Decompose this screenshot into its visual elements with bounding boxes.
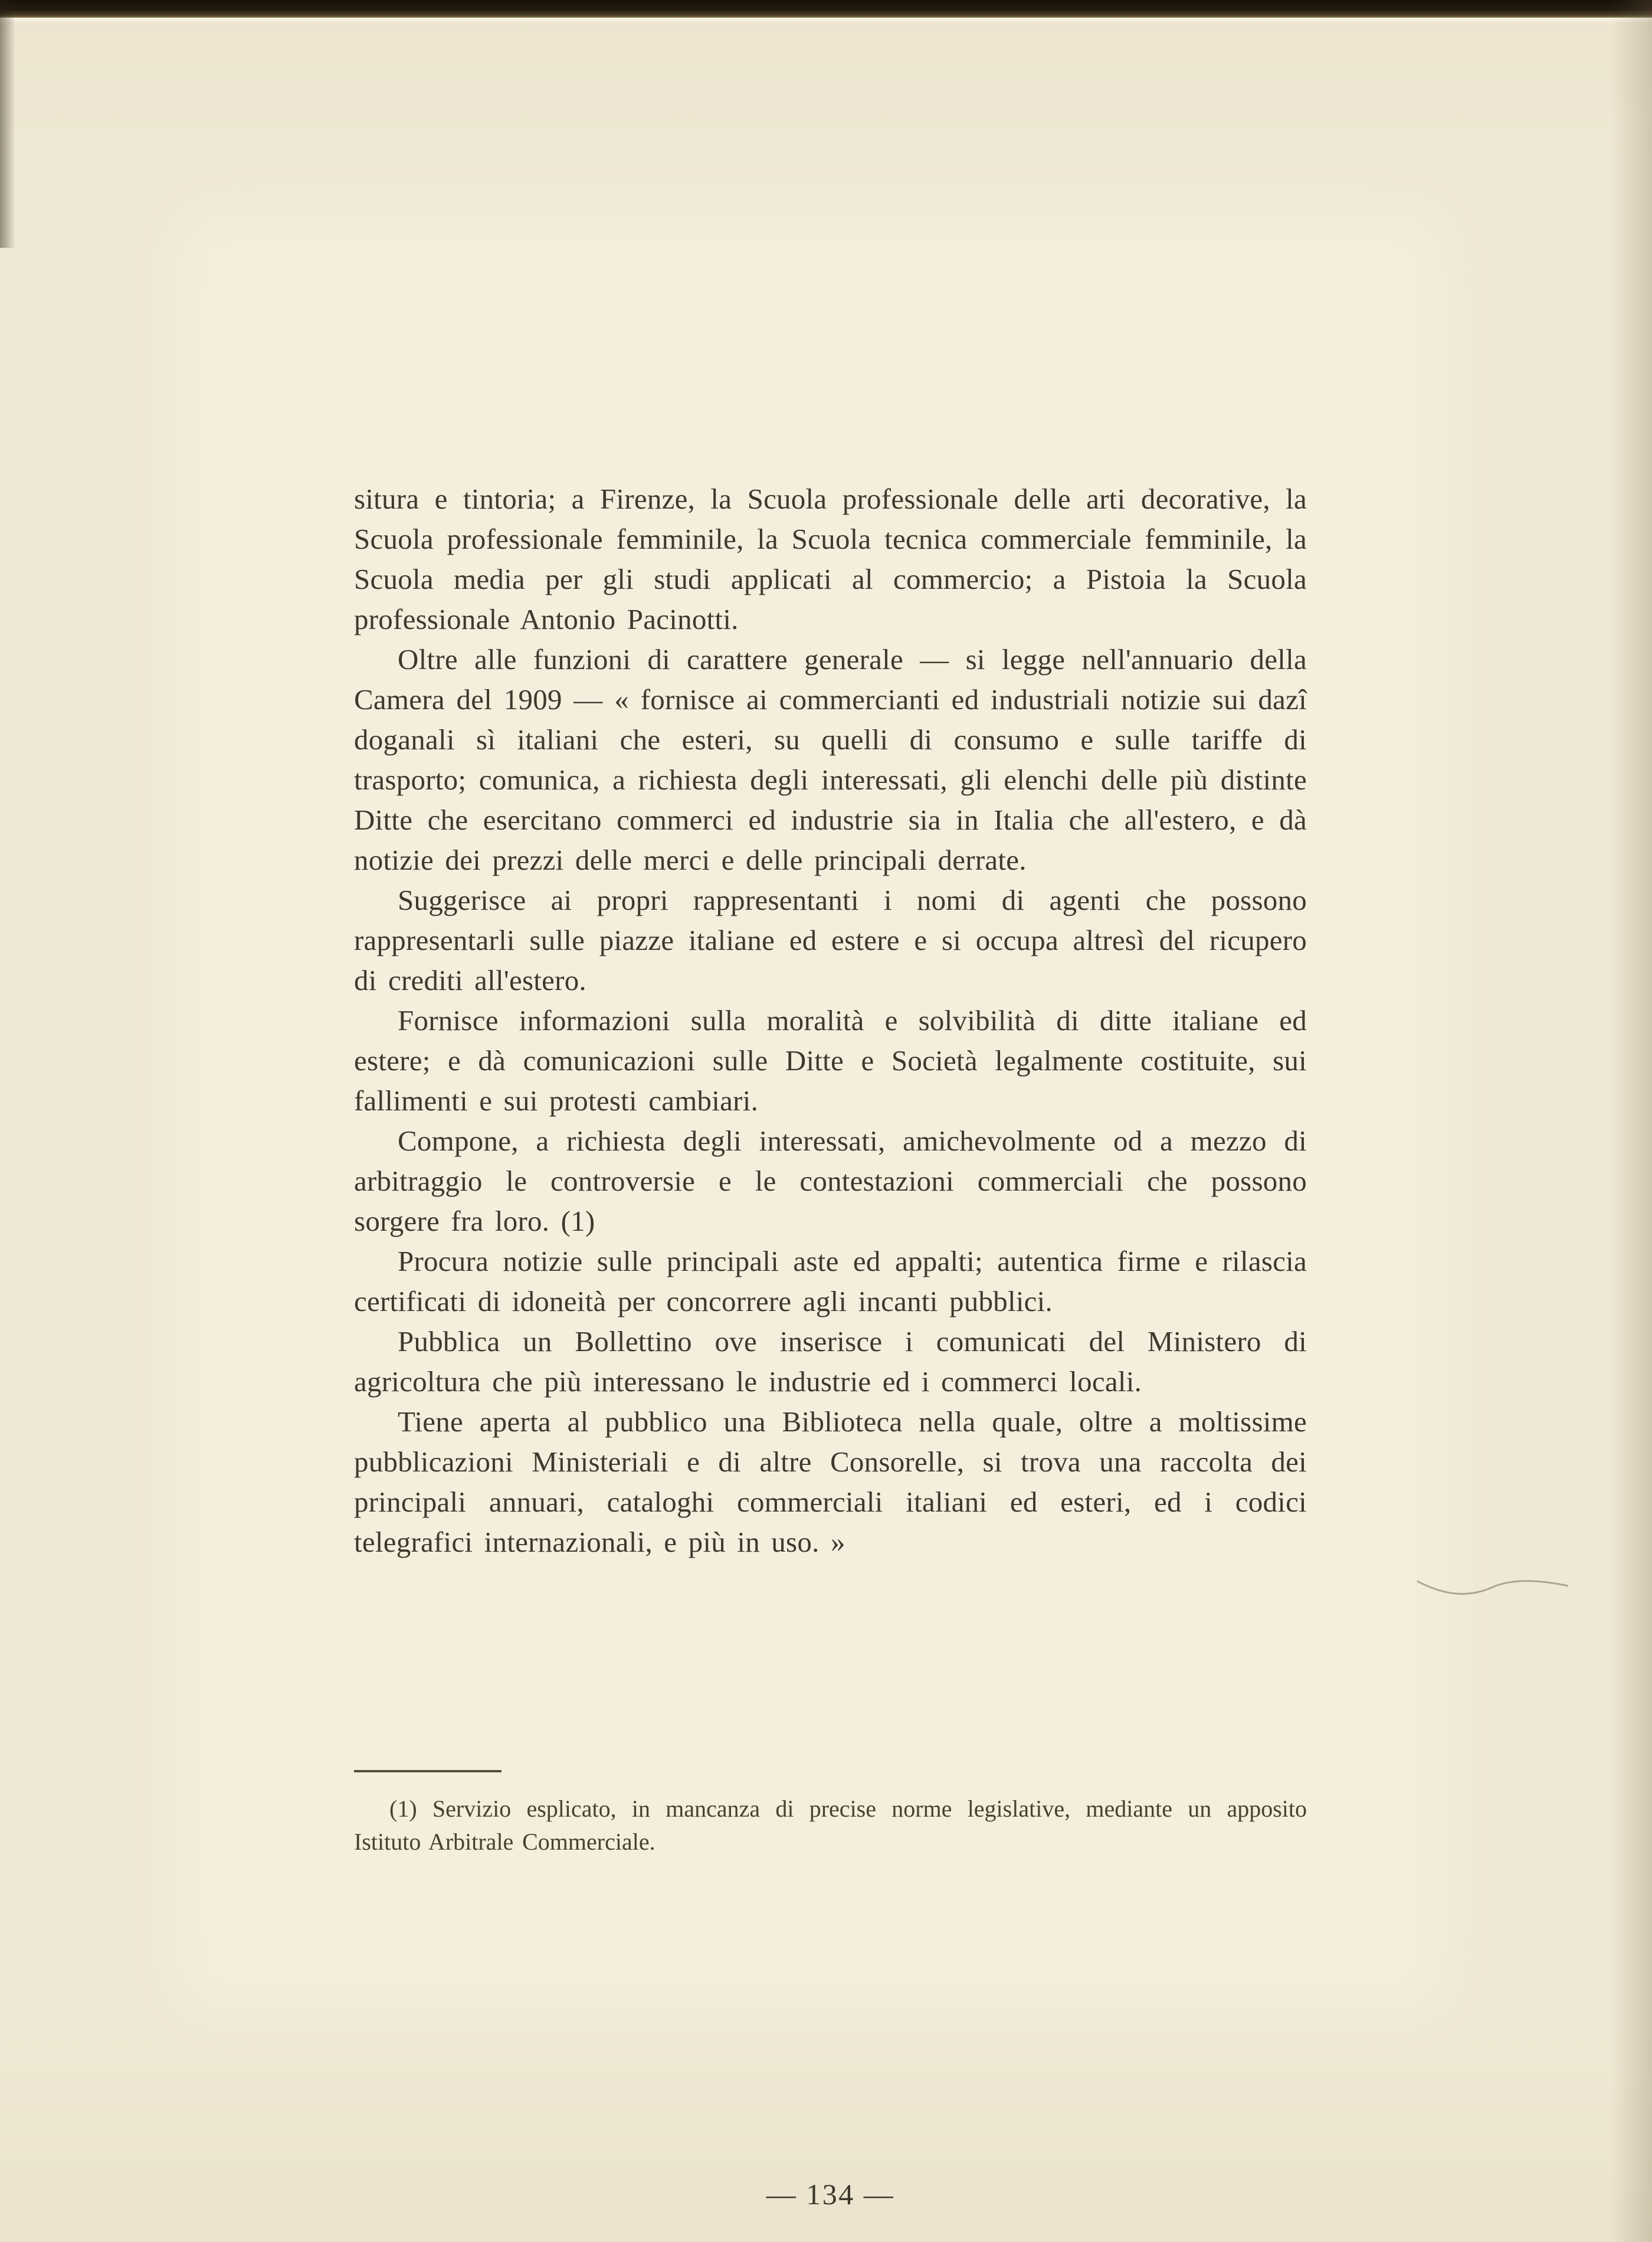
footnote: (1) Servizio esplicato, in mancanza di precise norme legislative, mediante un apposito Istituto Arbitrale Commerciale.: [354, 1795, 1307, 1855]
paragraph: Compone, a richiesta degli interessati, amichevolmente od a mezzo di arbitraggio le controversie e le contestazioni commerciali che possono sorgere fra loro. (1): [354, 1125, 1307, 1237]
paragraph: Pubblica un Bollettino ove inserisce i comunicati del Ministero di agricoltura che più interessano le industrie ed i commerci locali.: [354, 1325, 1307, 1398]
paragraph: Fornisce informazioni sulla moralità e solvibilità di ditte italiane ed estere; e dà comunicazioni sulle Ditte e Società legalmente costituite, sui fallimenti e sui protesti cambiari.: [354, 1004, 1307, 1117]
scan-left-edge-shade: [0, 0, 15, 248]
paragraph: Tiene aperta al pubblico una Biblioteca nella quale, oltre a moltissime pubblicazioni Ministeriali e di altre Consorelle, si trova una raccolta dei principali annuari, cataloghi commerciali italiani ed esteri, ed i codici telegrafici internazionali, e più in uso. »: [354, 1405, 1307, 1558]
scan-top-dark-edge: [0, 0, 1652, 18]
paragraph: Procura notizie sulle principali aste ed appalti; autentica firme e rilascia certificati di idoneità per concorrere agli incanti pubblici.: [354, 1245, 1307, 1317]
text-column: [354, 479, 1307, 1562]
footnote-rule: [354, 1770, 502, 1772]
footnote-block: [354, 1770, 1307, 1858]
scan-top-highlight: [0, 18, 1652, 24]
page-number: — 134 —: [766, 2178, 895, 2211]
paragraph: situra e tintoria; a Firenze, la Scuola professionale delle arti decorative, la Scuola professionale femminile, la Scuola tecnica commerciale femminile, la Scuola media per gli studi applicati al commercio; a Pistoia la Scuola professionale Antonio Pacinotti.: [354, 483, 1307, 635]
scan-right-edge-shade: [1611, 0, 1652, 2242]
paragraph: Suggerisce ai propri rappresentanti i nomi di agenti che possono rappresentarli sulle piazze italiane ed estere e si occupa altresì del ricupero di crediti all'estero.: [354, 884, 1307, 997]
scan-artifact-line: [1416, 1564, 1569, 1611]
paragraph: Oltre alle funzioni di carattere generale — si legge nell'annuario della Camera del 1909 — « fornisce ai commercianti ed industriali notizie sui dazî doganali sì italiani che esteri, su quelli di consumo e sulle tariffe di trasporto; comunica, a richiesta degli interessati, gli elenchi delle più distinte Ditte che esercitano commerci ed industrie sia in Italia che all'estero, e dà notizie dei prezzi delle merci e delle principali derrate.: [354, 643, 1307, 876]
